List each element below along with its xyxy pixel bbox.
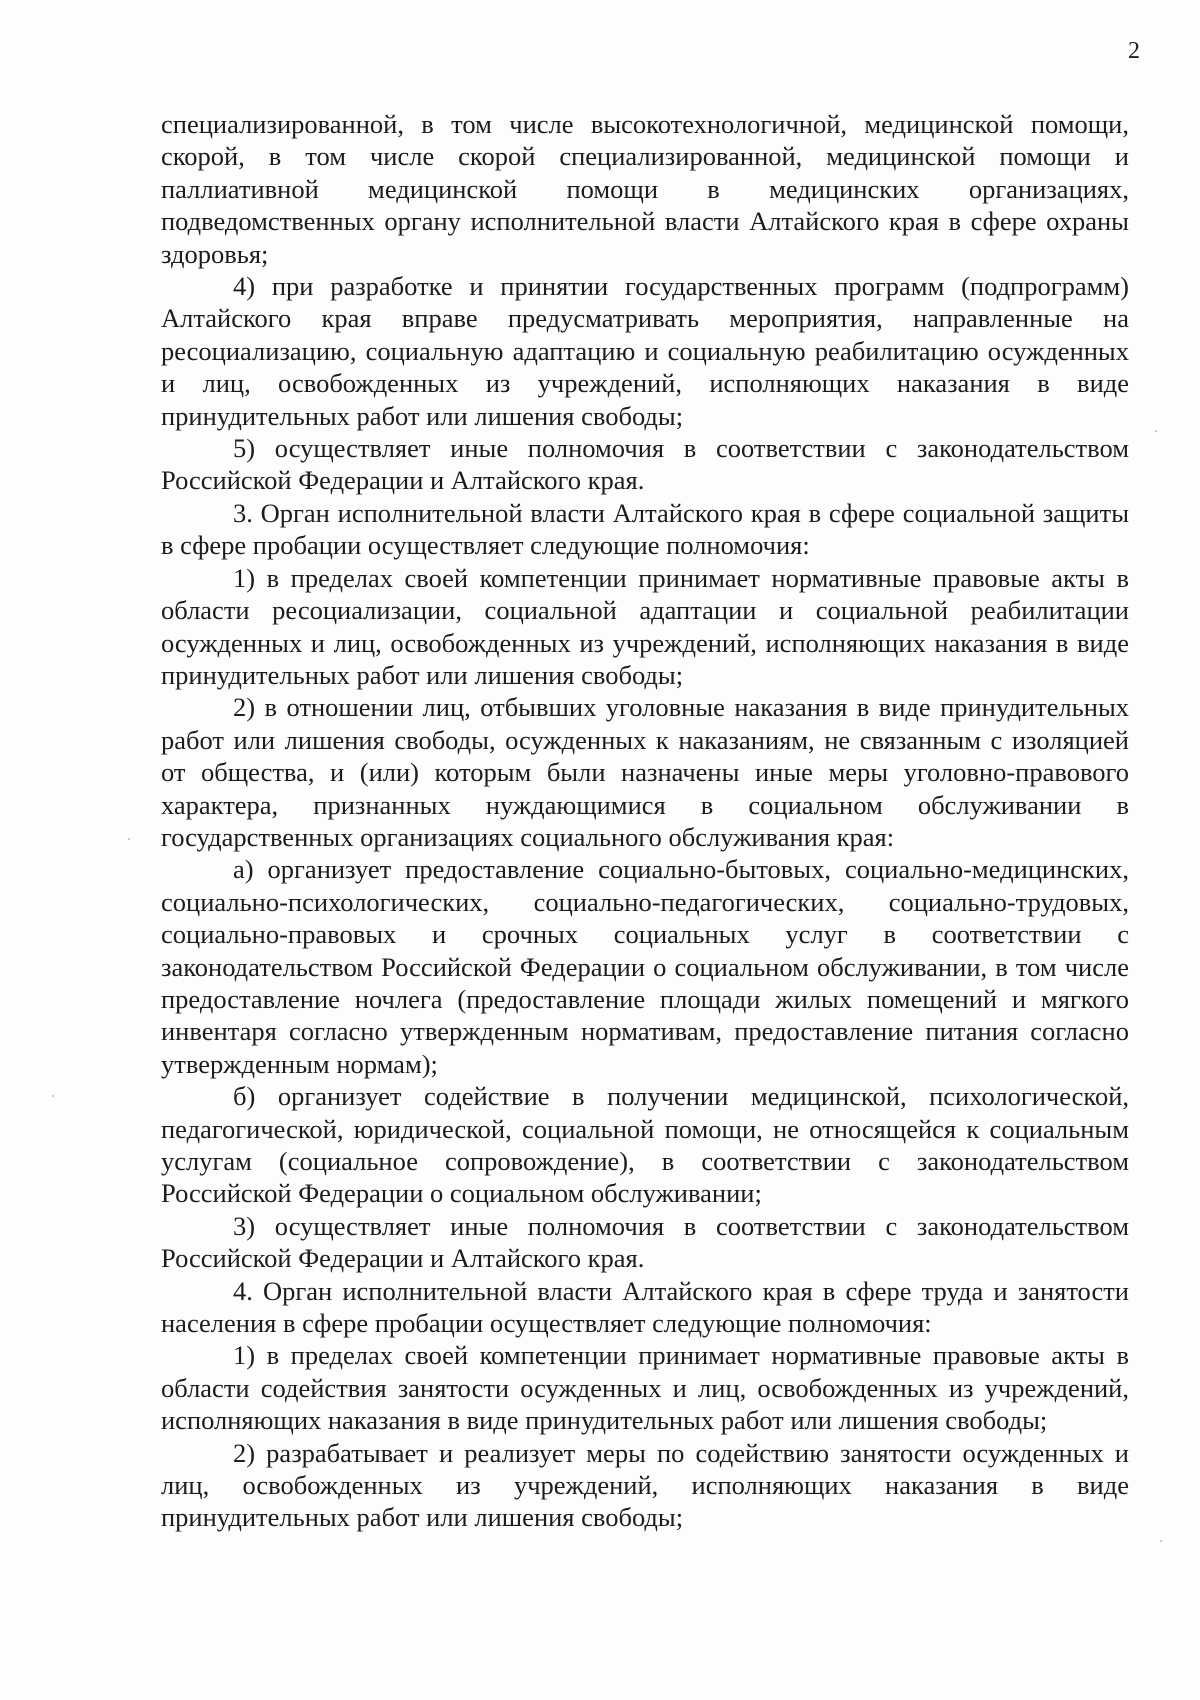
page-number: 2 xyxy=(1128,38,1140,64)
document-body xyxy=(161,108,1129,1534)
paragraph-item-5: 5) осуществляет иные полномочия в соответствии с законодательством Российской Федерации и Алтайского края. xyxy=(161,433,1129,496)
paragraph-section-4-item-1: 1) в пределах своей компетенции принимает нормативные правовые акты в области содействия занятости осужденных и лиц, освобожденных из учреждений, исполняющих наказания в виде принудительных работ или лишения свободы; xyxy=(161,1340,1129,1436)
paragraph-section-3-item-2b: б) организует содействие в получении медицинской, психологической, педагогической, юридической, социальной помощи, не относящейся к социальным услугам (социальное сопровождение), в соответствии с законодательством Российской Федерации о социальном обслуживании; xyxy=(161,1081,1129,1209)
paragraph-section-4-item-2: 2) разрабатывает и реализует меры по содействию занятости осужденных и лиц, освобожденных из учреждений, исполняющих наказания в виде принудительных работ или лишения свободы; xyxy=(161,1437,1129,1533)
scan-speck xyxy=(1155,430,1157,432)
paragraph-item-4: 4) при разработке и принятии государственных программ (подпрограмм) Алтайского края вправе предусматривать мероприятия, направленные на ресоциализацию, социальную адаптацию и социальную реабилитацию осужденных и лиц, освобожденных из учреждений, исполняющих наказания в виде принудительных работ или лишения свободы; xyxy=(161,271,1129,431)
paragraph-section-3-item-1: 1) в пределах своей компетенции принимает нормативные правовые акты в области ресоциализации, социальной адаптации и социальной реабилитации осужденных и лиц, освобожденных из учреждений, исполняющих наказания в виде принудительных работ или лишения свободы; xyxy=(161,562,1129,690)
paragraph-section-3-item-3: 3) осуществляет иные полномочия в соответствии с законодательством Российской Федерации и Алтайского края. xyxy=(161,1210,1129,1274)
paragraph-continuation: специализированной, в том числе высокотехнологичной, медицинской помощи, скорой, в том числе скорой специализированной, медицинской помощи и паллиативной медицинской помощи в медицинских организациях, подведомственных органу исполнительной власти Алтайского края в сфере охраны здоровья; xyxy=(161,109,1129,269)
scan-speck xyxy=(128,838,130,840)
paragraph-section-4: 4. Орган исполнительной власти Алтайского края в сфере труда и занятости населения в сфере пробации осуществляет следующие полномочия: xyxy=(161,1275,1129,1339)
paragraph-section-3-item-2: 2) в отношении лиц, отбывших уголовные наказания в виде принудительных работ или лишения свободы, осужденных к наказаниям, не связанным с изоляцией от общества, и (или) которым были назначены иные меры уголовно-правового характера, признанных нуждающимися в социальном обслуживании в государственных организациях социального обслуживания края: xyxy=(161,692,1129,852)
paragraph-section-3: 3. Орган исполнительной власти Алтайского края в сфере социальной защиты в сфере пробации осуществляет следующие полномочия: xyxy=(161,497,1129,561)
scan-speck xyxy=(52,1095,54,1097)
paragraph-section-3-item-2a: а) организует предоставление социально-бытовых, социально-медицинских, социально-психологических, социально-педагогических, социально-трудовых, социально-правовых и срочных социальных услуг в соответствии с законодательством Российской Федерации о социальном обслуживании, в том числе предоставление ночлега (предоставление площади жилых помещений и мягкого инвентаря согласно утвержденным нормативам, предоставление питания согласно утвержденным нормам); xyxy=(161,854,1129,1079)
scan-speck xyxy=(1160,1540,1162,1542)
